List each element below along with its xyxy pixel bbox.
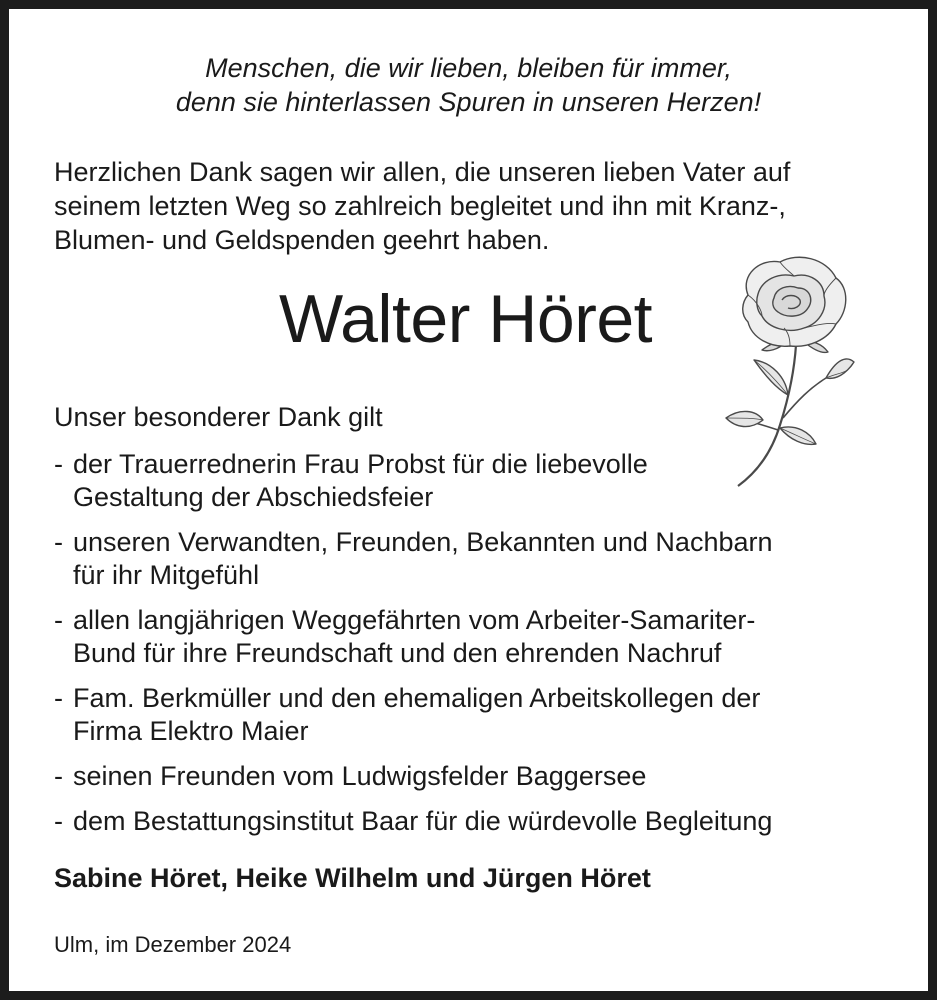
intro-line: seinem letzten Weg so zahlreich begleitet und ihn mit Kranz-, — [54, 191, 786, 221]
thanks-list — [54, 448, 884, 850]
list-dash: - — [54, 683, 63, 713]
intro-text — [54, 155, 894, 257]
list-item-line: der Trauerrednerin Frau Probst für die liebevolle — [73, 449, 648, 479]
list-item-line: dem Bestattungsinstitut Baar für die würdevolle Begleitung — [73, 806, 773, 836]
list-item-line: Fam. Berkmüller und den ehemaligen Arbeitskollegen der — [73, 683, 761, 713]
list-item — [54, 526, 884, 592]
list-item — [54, 760, 884, 793]
list-dash: - — [54, 527, 63, 557]
list-dash: - — [54, 806, 63, 836]
list-dash: - — [54, 605, 63, 635]
list-item-line: Gestaltung der Abschiedsfeier — [73, 482, 434, 512]
list-item-line: Bund für ihre Freundschaft und den ehrenden Nachruf — [73, 638, 722, 668]
list-item-line: Firma Elektro Maier — [73, 716, 309, 746]
list-item-line: unseren Verwandten, Freunden, Bekannten und Nachbarn — [73, 527, 773, 557]
list-item-line: allen langjährigen Weggefährten vom Arbeiter-Samariter- — [73, 605, 756, 635]
intro-line: Blumen- und Geldspenden geehrt haben. — [54, 225, 550, 255]
list-dash: - — [54, 761, 63, 791]
list-item-line: seinen Freunden vom Ludwigsfelder Baggersee — [73, 761, 647, 791]
signers: Sabine Höret, Heike Wilhelm und Jürgen Höret — [54, 863, 651, 893]
list-item — [54, 682, 884, 748]
thanks-lead: Unser besonderer Dank gilt — [54, 402, 383, 432]
intro-line: Herzlichen Dank sagen wir allen, die unseren lieben Vater auf — [54, 157, 791, 187]
list-item-line: für ihr Mitgefühl — [73, 560, 260, 590]
motto-line: Menschen, die wir lieben, bleiben für immer, — [205, 53, 732, 83]
motto — [0, 51, 937, 119]
list-dash: - — [54, 449, 63, 479]
list-item — [54, 604, 884, 670]
list-item — [54, 448, 884, 514]
list-item — [54, 805, 884, 838]
deceased-name-text: Walter Höret — [278, 281, 653, 357]
motto-line: denn sie hinterlassen Spuren in unseren Herzen! — [175, 87, 762, 117]
place-date: Ulm, im Dezember 2024 — [54, 932, 292, 957]
